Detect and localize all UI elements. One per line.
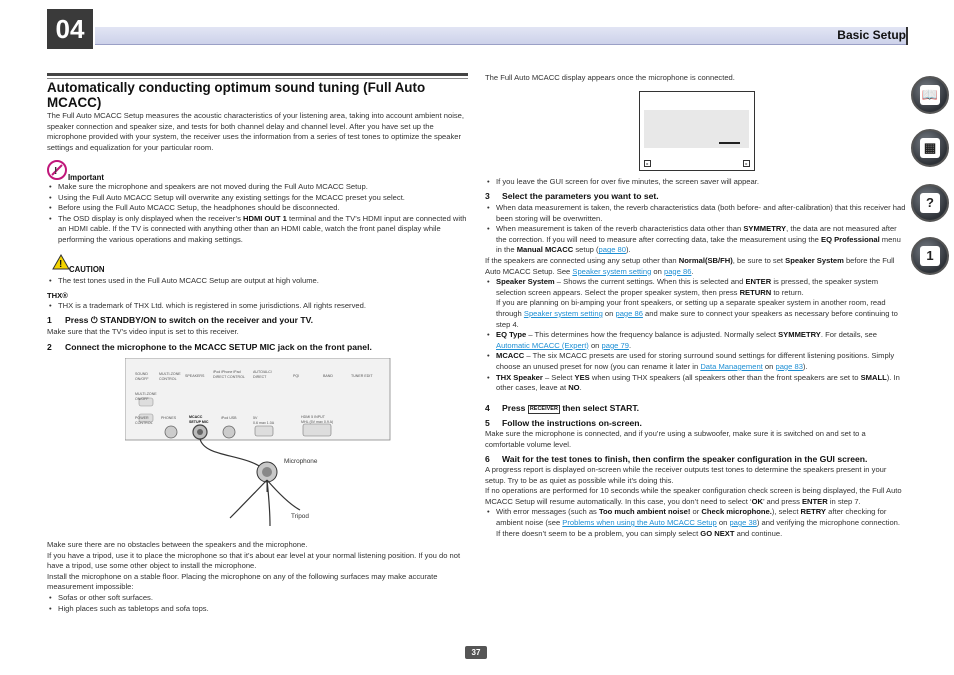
step-3-number: 3 bbox=[485, 191, 490, 201]
step-4-number: 4 bbox=[485, 403, 490, 413]
step-5-body: Make sure the microphone is connected, and if you’re using a subwoofer, make sure it is switched on and set to a comfortable volume level. bbox=[485, 429, 866, 449]
panel-label: TUNER EDIT bbox=[351, 374, 373, 378]
list-item: • The OSD display is only displayed when the receiver’s HDMI OUT 1 terminal and the TV’s HDMI input are connected with an HDMI cable. If the TV is connected with anything other than an HDMI cable, watch the front panel display while performing the various operations and making settings. bbox=[47, 214, 468, 246]
osd-progress-line bbox=[719, 142, 740, 144]
link-page-79[interactable]: page 79 bbox=[601, 340, 629, 350]
step-1-text: Press ⏻ STANDBY/ON to switch on the receiver and your TV. bbox=[65, 315, 313, 325]
paragraph: If the speakers are connected using any setup other than Normal(SB/FH), be sure to set Speaker System before the Full Auto MCACC Setup. See Speaker system setting on page 86. bbox=[485, 255, 895, 276]
list-item: • High places such as tabletops and sofa tops. bbox=[47, 604, 468, 615]
list-item: • THX is a trademark of THX Ltd. which is registered in some jurisdictions. All rights reserved. bbox=[47, 301, 468, 312]
link-automatic-mcacc-expert[interactable]: Automatic MCACC (Expert) bbox=[496, 340, 589, 350]
list-item: • Using the Full Auto MCACC Setup will overwrite any existing settings for the MCACC preset you select. bbox=[47, 193, 468, 204]
panel-label: BAND bbox=[323, 374, 333, 378]
list-item: • Speaker System – Shows the current settings. When this is selected and ENTER is pressed, the speaker system selection screen appears. Select the proper speaker system, then press RETURN to return. If you are planning on bi-amping your front speakers, or setting up a separate speaker system in another room, read through Speaker system setting on page 86 and make sure to connect your speakers as necessary before continuing to step 4. bbox=[485, 277, 906, 330]
caution-icon bbox=[52, 254, 70, 275]
step-2-number: 2 bbox=[47, 342, 52, 352]
receiver-key-icon: RECEIVER bbox=[529, 406, 558, 412]
link-page-86[interactable]: page 86 bbox=[615, 308, 643, 318]
paragraph: Install the microphone on a stable floor. Placing the microphone on any of the following surfaces may make accurate measurement impossible: bbox=[47, 571, 438, 592]
list-item: • When data measurement is taken, the reverb characteristics data (both before- and after-calibration) that this receiver had been storing will be overwritten. bbox=[485, 203, 906, 224]
section-title: Automatically conducting optimum sound tuning (Full Auto MCACC) bbox=[47, 80, 426, 110]
step-3-text: Select the parameters you want to set. bbox=[502, 191, 659, 201]
microphone-label: Microphone bbox=[284, 458, 318, 465]
panel-label: SOUND ON/OFF bbox=[135, 372, 149, 381]
svg-text:!: ! bbox=[54, 166, 58, 177]
thx-list bbox=[47, 301, 468, 312]
panel-label: iPod iPhone iPad DIRECT CONTROL bbox=[213, 370, 245, 379]
paragraph: If no operations are performed for 10 seconds while the speaker configuration check screen is being displayed, the Full Auto MCACC Setup will resume automatically. In this case, you don’t need to select ‘OK’ and press ENTER in step 7. bbox=[485, 486, 902, 506]
header-bar bbox=[95, 27, 908, 45]
svg-text:!: ! bbox=[59, 259, 63, 270]
step-5-text: Follow the instructions on-screen. bbox=[502, 418, 642, 428]
osd-right-icon: ▸ bbox=[743, 160, 750, 167]
after-diagram-text bbox=[47, 540, 468, 614]
link-page-80[interactable]: page 80 bbox=[598, 245, 626, 255]
caution-label: CAUTION bbox=[69, 265, 105, 274]
list-item: • Sofas or other soft surfaces. bbox=[47, 593, 468, 604]
step-5-number: 5 bbox=[485, 418, 490, 428]
thx-label: THX® bbox=[47, 291, 68, 300]
remote-icon[interactable]: ▦ bbox=[911, 129, 949, 167]
panel-label: SPEAKERS bbox=[185, 374, 205, 378]
list-item: • If you leave the GUI screen for over five minutes, the screen saver will appear. bbox=[485, 177, 906, 188]
panel-label: POWER CONTROL bbox=[135, 416, 153, 425]
step-1-body: Make sure that the TV’s video input is set to this receiver. bbox=[47, 327, 239, 336]
jack-label: iPod USB bbox=[221, 416, 237, 420]
tripod-label: Tripod bbox=[291, 513, 309, 520]
link-speaker-system-setting[interactable]: Speaker system setting bbox=[523, 308, 603, 318]
list-item: • THX Speaker – Select YES when using THX speakers (all speakers other than the front speakers are set to SMALL). In other cases, leave at NO. bbox=[485, 373, 906, 394]
jack-label: 5V 0.6 max 1.0A bbox=[253, 416, 275, 425]
link-page-86[interactable]: page 86 bbox=[663, 266, 692, 276]
jack-label: PHONES bbox=[161, 416, 177, 420]
important-list bbox=[47, 182, 468, 246]
link-page-83[interactable]: page 83 bbox=[775, 361, 803, 371]
osd-left-icon: ▸ bbox=[644, 160, 651, 167]
step-1-number: 1 bbox=[47, 315, 52, 325]
osd-caption: The Full Auto MCACC display appears once the microphone is connected. bbox=[485, 73, 735, 82]
book-icon[interactable]: 📖 bbox=[911, 76, 949, 114]
list-item: • When measurement is taken of the reverb characteristics data other than SYMMETRY, the data are not measured after the correction. If you will need to measure after correcting data, take the measurement using the EQ Professional menu in the Manual MCACC setup (page 80). bbox=[485, 224, 906, 256]
section-rule-thin bbox=[47, 78, 468, 79]
mcacc-mic-jack-label: MCACC SETUP MIC bbox=[189, 415, 209, 424]
step-2-text: Connect the microphone to the MCACC SETUP MIC jack on the front panel. bbox=[65, 342, 372, 352]
paragraph: A progress report is displayed on-screen while the receiver outputs test tones to determine the speakers present in your setup. Try to be as quiet as possible while it’s doing this. bbox=[485, 465, 887, 485]
link-data-management[interactable]: Data Management bbox=[700, 361, 763, 371]
paragraph: Make sure there are no obstacles between the speakers and the microphone. bbox=[47, 540, 308, 549]
header-title: Basic Setup bbox=[837, 28, 906, 42]
paragraph: If you have a tripod, use it to place the microphone so that it’s about ear level at your normal listening position. If you do not have a tripod, use some other object to install the microphone. bbox=[47, 550, 461, 571]
panel-label: PQI bbox=[293, 374, 300, 378]
step-6-body bbox=[485, 465, 906, 539]
list-item: • With error messages (such as Too much ambient noise! or Check microphone.), select RETRY after checking for ambient noise (see Problems when using the Auto MCACC Setup on page 38) and verifying the microphone connection. If there doesn’t seem to be a problem, you can simply select GO NEXT and continue. bbox=[485, 507, 906, 539]
step-6-text: Wait for the test tones to finish, then confirm the speaker configuration in the GUI screen. bbox=[502, 454, 868, 464]
important-icon bbox=[47, 160, 67, 180]
list-item: • The test tones used in the Full Auto MCACC Setup are output at high volume. bbox=[47, 276, 468, 287]
question-icon[interactable]: ? bbox=[911, 184, 949, 222]
step-4-text: Press RECEIVER then select START. bbox=[502, 403, 640, 413]
list-item: • EQ Type – This determines how the frequency balance is adjusted. Normally select SYMMETRY. For details, see Automatic MCACC (Expert) on page 79. bbox=[485, 330, 906, 351]
chapter-tab: 04 bbox=[47, 9, 93, 49]
list-item: • Make sure the microphone and speakers are not moved during the Full Auto MCACC Setup. bbox=[47, 182, 468, 193]
step-6-number: 6 bbox=[485, 454, 490, 464]
link-page-38[interactable]: page 38 bbox=[729, 517, 757, 527]
link-speaker-system-setting[interactable]: Speaker system setting bbox=[572, 266, 652, 276]
osd-screen bbox=[639, 91, 755, 171]
panel-label: MULTI-ZONE CONTROL bbox=[159, 372, 181, 381]
page-number: 37 bbox=[465, 646, 487, 659]
list-item: • MCACC – The six MCACC presets are used for storing surround sound settings for different listening positions. Simply choose an unused preset for now (you can rename it later in Data Management on page 83). bbox=[485, 351, 906, 372]
section-rule bbox=[47, 73, 468, 76]
intro-paragraph: The Full Auto MCACC Setup measures the acoustic characteristics of your listening area, taking into account ambient noise, speaker connection and speaker size, and tests for both channel delay and channel level. After you have set up the microphone provided with your system, the receiver uses the information from a series of test tones to optimize the speaker settings and equalization for your particular room. bbox=[47, 111, 465, 152]
calculator-icon[interactable]: 1 bbox=[911, 237, 949, 275]
list-item: • Before using the Full Auto MCACC Setup, the headphones should be disconnected. bbox=[47, 203, 468, 214]
header-divider bbox=[906, 27, 908, 45]
panel-label: MULTI-ZONE ON/OFF bbox=[135, 392, 157, 401]
step-3-body bbox=[485, 203, 906, 394]
front-panel-diagram bbox=[125, 358, 395, 528]
caution-list bbox=[47, 276, 468, 287]
panel-label: AUTO/ALC/ DIRECT bbox=[253, 370, 272, 379]
link-problems-auto-mcacc[interactable]: Problems when using the Auto MCACC Setup bbox=[562, 517, 717, 527]
jack-label: HDMI 5 INPUT MHL (5V max 0.9 A) bbox=[301, 415, 334, 424]
gui-note-list bbox=[485, 177, 906, 188]
important-label: Important bbox=[68, 173, 104, 182]
